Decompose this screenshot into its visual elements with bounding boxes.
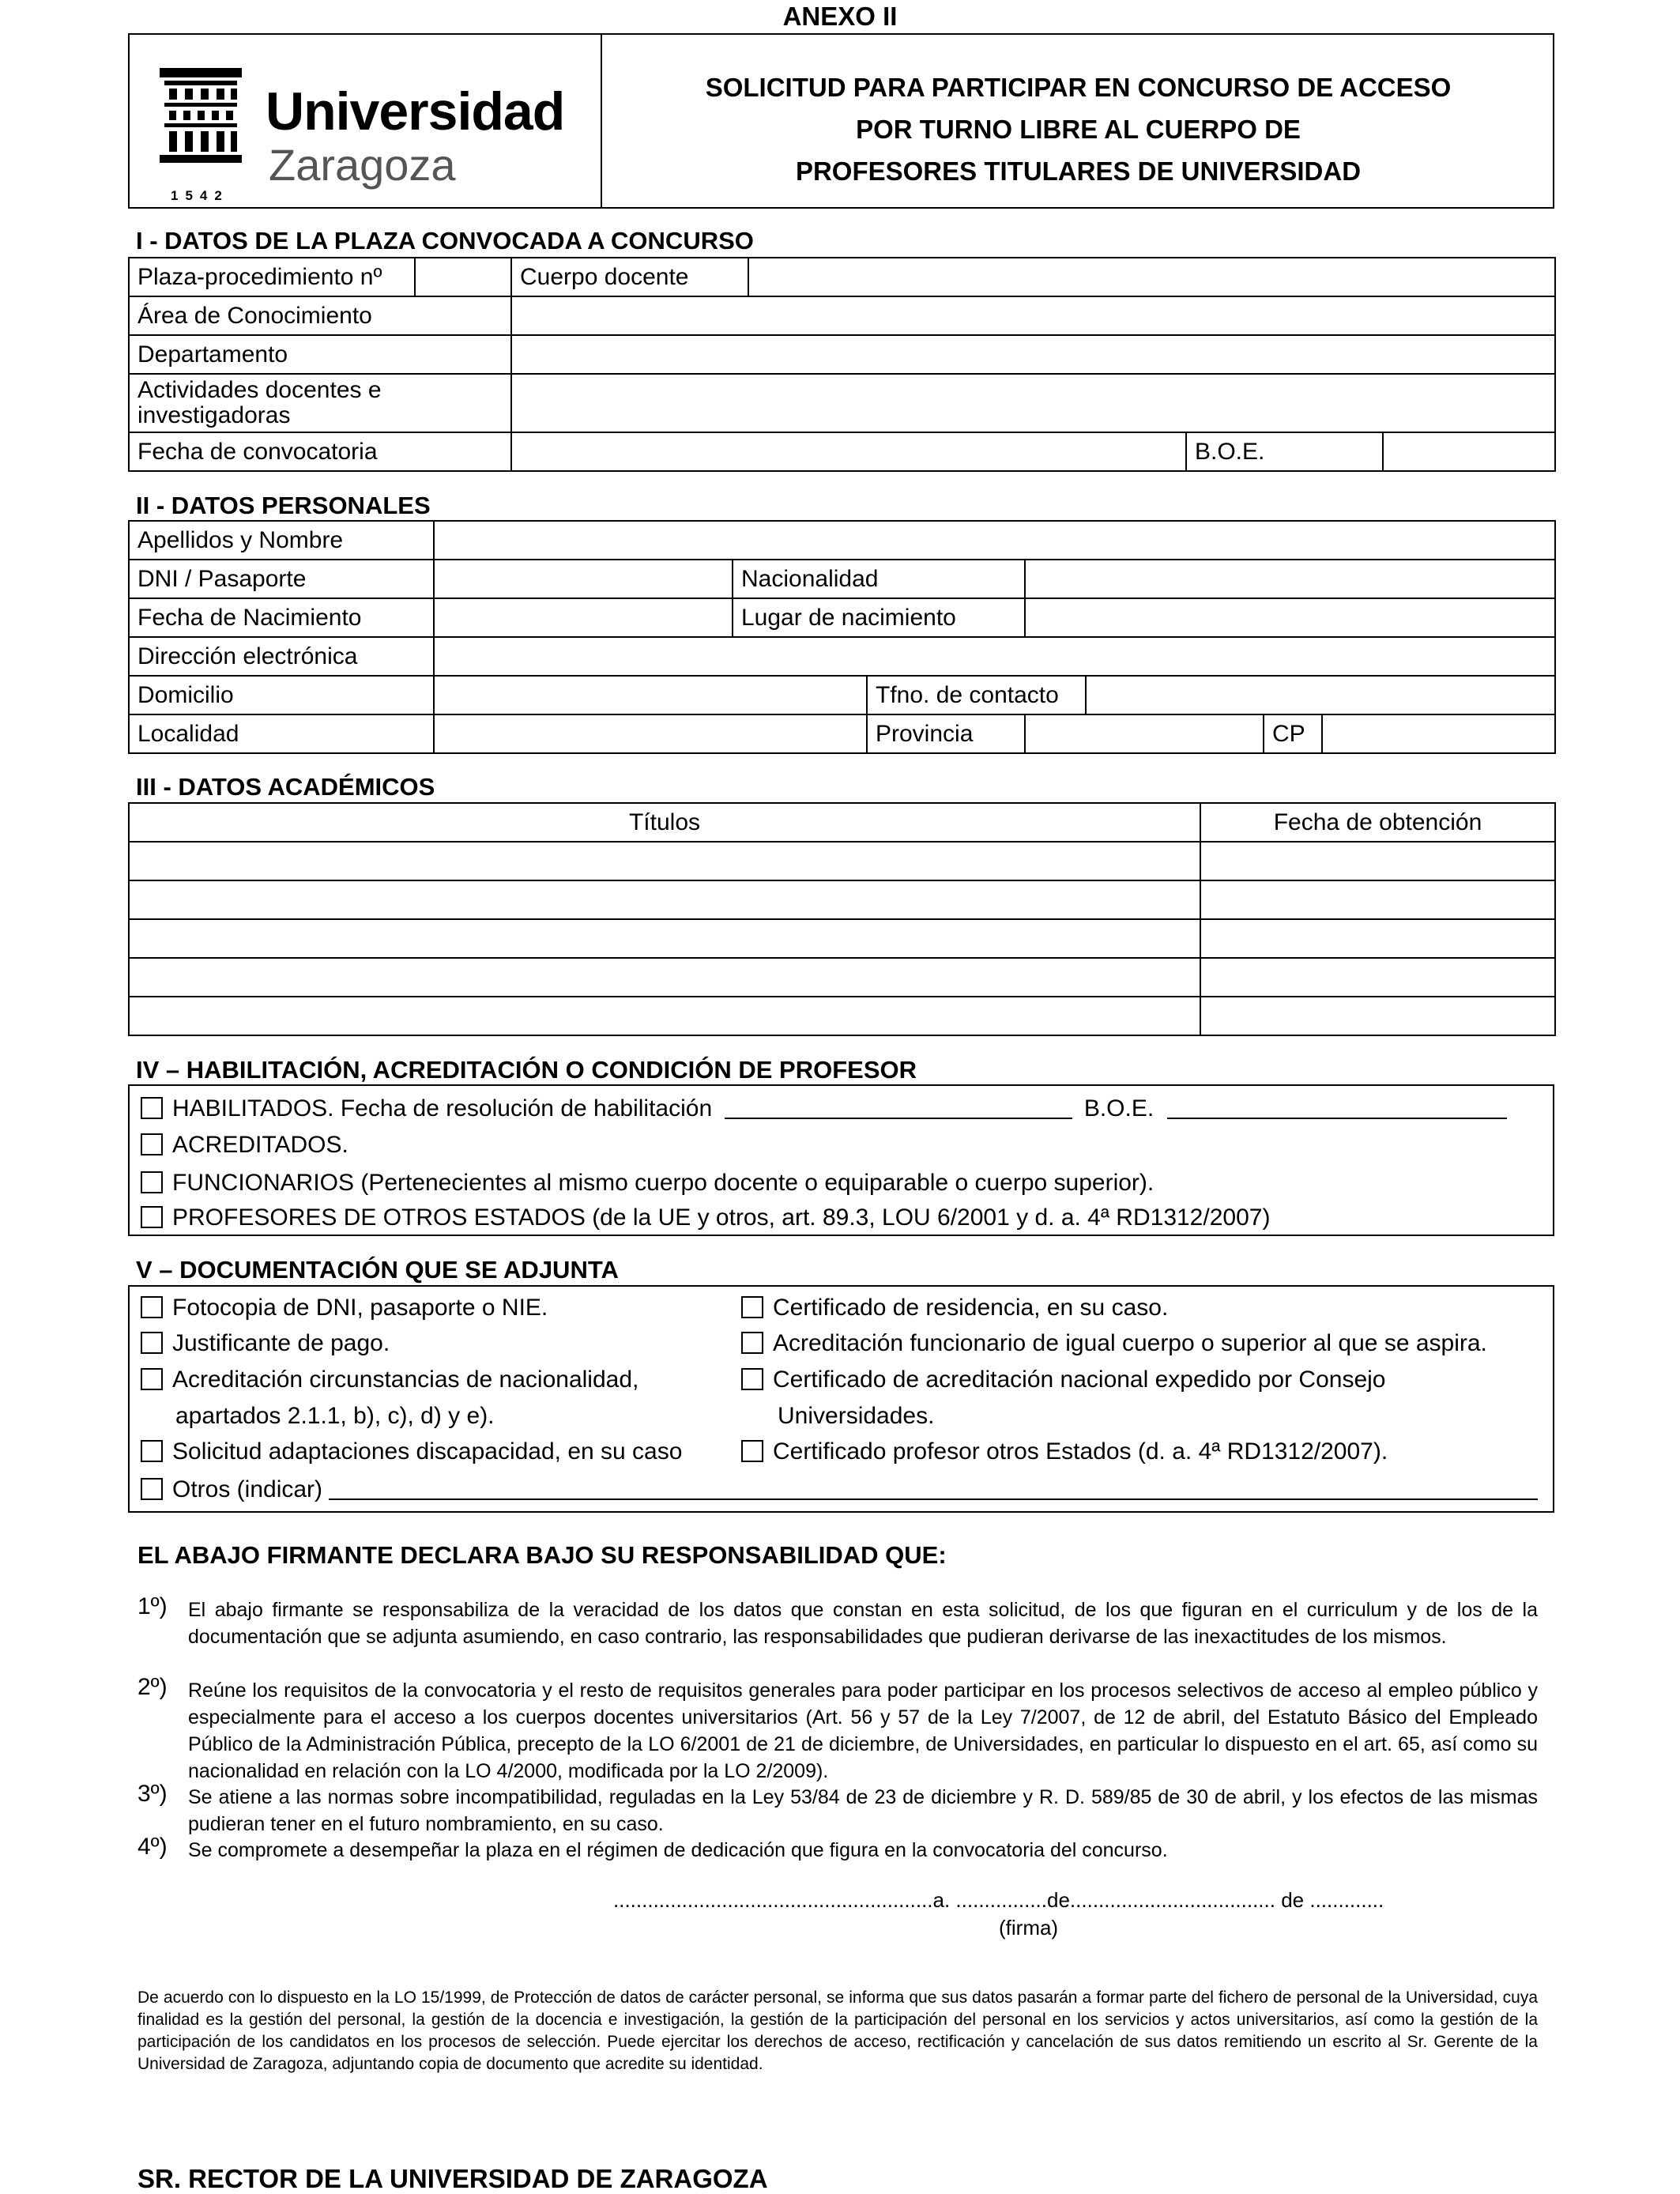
area-input[interactable] bbox=[511, 296, 1555, 335]
cuerpo-input[interactable] bbox=[748, 258, 1555, 296]
fecha-obtencion-input[interactable] bbox=[1200, 958, 1555, 997]
signature-date-line[interactable]: ........................................................a. ................de.................................... de ............. bbox=[613, 1888, 1384, 1912]
titulo-input[interactable] bbox=[129, 958, 1200, 997]
declaration-number: 4º) bbox=[137, 1834, 168, 1860]
doc-nacionalidad-checkbox[interactable] bbox=[141, 1368, 163, 1390]
acreditados-label: ACREDITADOS. bbox=[172, 1132, 348, 1158]
plaza-input[interactable] bbox=[415, 258, 511, 296]
declaration-title: EL ABAJO FIRMANTE DECLARA BAJO SU RESPONSABILIDAD QUE: bbox=[137, 1541, 947, 1569]
telefono-label: Tfno. de contacto bbox=[867, 676, 1086, 714]
logo-year: 1542 bbox=[171, 188, 229, 203]
doc-cert-nacional-checkbox[interactable] bbox=[741, 1368, 763, 1390]
dni-label: DNI / Pasaporte bbox=[129, 560, 434, 598]
section-4-title: IV – HABILITACIÓN, ACREDITACIÓN O CONDICIÓN DE PROFESOR bbox=[136, 1056, 917, 1084]
declaration-text: El abajo firmante se responsabiliza de la veracidad de los datos que constan en esta solicitud, de los que figuran en el curriculum y de los de la documentación que se adjunta asumiendo, en caso contrario, las responsabilidades que pudieran derivarse de las inexactitudes de los mismos. bbox=[188, 1599, 1538, 1648]
declaration-text: Se compromete a desempeñar la plaza en el régimen de dedicación que figura en la convocatoria del concurso. bbox=[188, 1839, 1168, 1861]
doc-adaptaciones-checkbox[interactable] bbox=[141, 1440, 163, 1462]
otros-estados-row bbox=[141, 1204, 1270, 1231]
data-protection-notice: De acuerdo con lo dispuesto en la LO 15/1999, de Protección de datos de carácter personal, se informa que sus datos pasarán a formar parte del fichero de personal de la Universidad, cuya finalidad es la gestión del personal, la gestión de la docencia e investigación, la gestión de la participación del personal en los servicios y actos universitarios, así como la gestión de la participación de los candidatos en los procesos de selección. Puede ejercitar los derechos de acceso, rectificación y cancelación de sus datos remitiendo un escrito al Sr. Gerente de la Universidad de Zaragoza, adjuntando copia de documento que acredite su identidad. bbox=[137, 1989, 1538, 2073]
habilitados-checkbox[interactable] bbox=[141, 1097, 163, 1119]
doc-cert-nacional-label-2: Universidades. bbox=[778, 1403, 935, 1429]
titulo-input[interactable] bbox=[129, 997, 1200, 1035]
annex-label: ANEXO II bbox=[782, 2, 898, 31]
doc-adaptaciones-label: Solicitud adaptaciones discapacidad, en su caso bbox=[172, 1438, 683, 1465]
doc-funcionario-row bbox=[741, 1330, 1487, 1357]
doc-otros-label: Otros (indicar) bbox=[172, 1476, 323, 1502]
habilitados-boe-field[interactable] bbox=[1167, 1095, 1507, 1119]
university-logo bbox=[153, 58, 580, 201]
section-3-title: III - DATOS ACADÉMICOS bbox=[136, 773, 435, 801]
declaration-number: 2º) bbox=[137, 1674, 168, 1700]
localidad-input[interactable] bbox=[434, 714, 867, 753]
doc-nacionalidad-label: Acreditación circunstancias de nacionalidad, bbox=[172, 1367, 639, 1393]
otros-estados-label: PROFESORES DE OTROS ESTADOS (de la UE y otros, art. 89.3, LOU 6/2001 y d. a. 4ª RD1312/2007) bbox=[172, 1204, 1271, 1231]
titulos-header: Títulos bbox=[129, 803, 1200, 842]
signature-label: (firma) bbox=[999, 1916, 1059, 1940]
doc-nacionalidad-label-2: apartados 2.1.1, b), c), d) y e). bbox=[175, 1403, 495, 1429]
lugar-nacimiento-input[interactable] bbox=[1025, 598, 1555, 637]
doc-justificante-row bbox=[141, 1330, 390, 1357]
doc-cert-nacional-label: Certificado de acreditación nacional expedido por Consejo bbox=[773, 1367, 1386, 1393]
fecha-nacimiento-label: Fecha de Nacimiento bbox=[129, 598, 434, 637]
tower-emblem-icon bbox=[153, 65, 248, 183]
form-title bbox=[602, 66, 1554, 192]
otros-estados-checkbox[interactable] bbox=[141, 1206, 163, 1228]
email-input[interactable] bbox=[434, 637, 1555, 676]
declaration-text: Se atiene a las normas sobre incompatibilidad, reguladas en la Ley 53/84 de 23 de diciembre y R. D. 589/85 de 30 de abril, y los efectos de las mismas pudieran tener en el futuro nombramiento, en su caso. bbox=[188, 1786, 1538, 1835]
habilitados-boe-label: B.O.E. bbox=[1083, 1095, 1155, 1122]
section-1-table bbox=[128, 257, 1556, 472]
doc-cert-otros-checkbox[interactable] bbox=[741, 1440, 763, 1462]
fecha-convocatoria-input[interactable] bbox=[511, 432, 1186, 471]
doc-residencia-row bbox=[741, 1295, 1168, 1321]
cp-input[interactable] bbox=[1322, 714, 1555, 753]
boe-label: B.O.E. bbox=[1186, 432, 1383, 471]
header-box bbox=[128, 33, 1554, 209]
departamento-input[interactable] bbox=[511, 335, 1555, 374]
fecha-obtencion-header: Fecha de obtención bbox=[1200, 803, 1555, 842]
doc-funcionario-label: Acreditación funcionario de igual cuerpo o superior al que se aspira. bbox=[773, 1330, 1487, 1356]
dni-input[interactable] bbox=[434, 560, 733, 598]
section-3-table bbox=[128, 802, 1556, 1036]
apellidos-label: Apellidos y Nombre bbox=[129, 521, 434, 560]
actividades-input[interactable] bbox=[511, 374, 1555, 432]
fecha-obtencion-input[interactable] bbox=[1200, 842, 1555, 880]
fecha-nacimiento-input[interactable] bbox=[434, 598, 733, 637]
doc-adaptaciones-row bbox=[141, 1438, 682, 1465]
declaration-item-3 bbox=[137, 1781, 1538, 1838]
titulo-input[interactable] bbox=[129, 919, 1200, 958]
titulo-input[interactable] bbox=[129, 880, 1200, 919]
declaration-number: 1º) bbox=[137, 1593, 168, 1619]
doc-fotocopia-checkbox[interactable] bbox=[141, 1296, 163, 1318]
boe-input[interactable] bbox=[1383, 432, 1555, 471]
doc-otros-field[interactable] bbox=[329, 1476, 1538, 1500]
cuerpo-label: Cuerpo docente bbox=[511, 258, 748, 296]
declaration-item-2 bbox=[137, 1674, 1538, 1785]
section-2-table bbox=[128, 520, 1556, 754]
section-5-title: V – DOCUMENTACIÓN QUE SE ADJUNTA bbox=[136, 1256, 619, 1284]
doc-residencia-checkbox[interactable] bbox=[741, 1296, 763, 1318]
nacionalidad-label: Nacionalidad bbox=[733, 560, 1025, 598]
provincia-label: Provincia bbox=[867, 714, 1025, 753]
funcionarios-row bbox=[141, 1170, 1154, 1197]
doc-fotocopia-label: Fotocopia de DNI, pasaporte o NIE. bbox=[172, 1295, 548, 1321]
actividades-label: Actividades docentes e investigadoras bbox=[129, 374, 511, 432]
titulo-input[interactable] bbox=[129, 842, 1200, 880]
doc-fotocopia-row bbox=[141, 1295, 548, 1321]
fecha-obtencion-input[interactable] bbox=[1200, 880, 1555, 919]
doc-funcionario-checkbox[interactable] bbox=[741, 1332, 763, 1354]
acreditados-row bbox=[141, 1132, 348, 1159]
logo-word-universidad: Universidad bbox=[266, 81, 565, 141]
section-1-title: I - DATOS DE LA PLAZA CONVOCADA A CONCURSO bbox=[136, 227, 754, 254]
doc-justificante-label: Justificante de pago. bbox=[172, 1330, 390, 1356]
declaration-item-1 bbox=[137, 1593, 1538, 1650]
fecha-obtencion-input[interactable] bbox=[1200, 919, 1555, 958]
area-label: Área de Conocimiento bbox=[129, 296, 511, 335]
logo-word-zaragoza: Zaragoza bbox=[269, 140, 456, 190]
addressee: SR. RECTOR DE LA UNIVERSIDAD DE ZARAGOZA bbox=[137, 2164, 768, 2193]
doc-residencia-label: Certificado de residencia, en su caso. bbox=[773, 1295, 1169, 1321]
domicilio-input[interactable] bbox=[434, 676, 867, 714]
apellidos-input[interactable] bbox=[434, 521, 1555, 560]
section-5-box bbox=[128, 1285, 1554, 1513]
email-label: Dirección electrónica bbox=[129, 637, 434, 676]
lugar-nacimiento-label: Lugar de nacimiento bbox=[733, 598, 1025, 637]
form-title-line-1: SOLICITUD PARA PARTICIPAR EN CONCURSO DE ACCESO bbox=[705, 73, 1452, 102]
funcionarios-checkbox[interactable] bbox=[141, 1171, 163, 1193]
provincia-input[interactable] bbox=[1025, 714, 1264, 753]
habilitados-label: HABILITADOS. Fecha de resolución de habilitación bbox=[172, 1095, 713, 1122]
doc-cert-otros-label: Certificado profesor otros Estados (d. a. 4ª RD1312/2007). bbox=[773, 1438, 1388, 1465]
declaration-item-4 bbox=[137, 1834, 1538, 1864]
doc-cert-nacional-row bbox=[741, 1367, 1386, 1393]
acreditados-checkbox[interactable] bbox=[141, 1133, 163, 1155]
form-title-line-3: PROFESORES TITULARES DE UNIVERSIDAD bbox=[795, 156, 1362, 186]
cp-label: CP bbox=[1264, 714, 1322, 753]
doc-otros-row bbox=[141, 1476, 1538, 1503]
declaration-number: 3º) bbox=[137, 1781, 168, 1807]
domicilio-label: Domicilio bbox=[129, 676, 434, 714]
habilitados-row bbox=[141, 1095, 1507, 1122]
nacionalidad-input[interactable] bbox=[1025, 560, 1555, 598]
localidad-label: Localidad bbox=[129, 714, 434, 753]
telefono-input[interactable] bbox=[1086, 676, 1555, 714]
section-2-title: II - DATOS PERSONALES bbox=[136, 492, 431, 519]
declaration-text: Reúne los requisitos de la convocatoria y el resto de requisitos generales para poder participar en los procesos selectivos de acceso al empleo público y especialmente para el acceso a los cuerpos docentes universitarios (Art. 56 y 57 de la Ley 7/2007, de 12 de abril, del Estatuto Básico del Empleado Público de la Administración Pública, precepto de la LO 6/2001 de 21 de diciembre, de Universidades, en particular lo dispuesto en el art. 65, así como su nacionalidad en relación con la LO 4/2000, modificada por la LO 2/2009). bbox=[188, 1679, 1538, 1782]
doc-otros-checkbox[interactable] bbox=[141, 1478, 163, 1500]
doc-cert-otros-row bbox=[741, 1438, 1388, 1465]
doc-nacionalidad-row bbox=[141, 1367, 638, 1393]
fecha-obtencion-input[interactable] bbox=[1200, 997, 1555, 1035]
fecha-convocatoria-label: Fecha de convocatoria bbox=[129, 432, 511, 471]
form-title-line-2: POR TURNO LIBRE AL CUERPO DE bbox=[856, 115, 1301, 144]
habilitacion-date-field[interactable] bbox=[725, 1095, 1072, 1119]
doc-justificante-checkbox[interactable] bbox=[141, 1332, 163, 1354]
plaza-label: Plaza-procedimiento nº bbox=[129, 258, 415, 296]
departamento-label: Departamento bbox=[129, 335, 511, 374]
section-4-box bbox=[128, 1084, 1554, 1236]
funcionarios-label: FUNCIONARIOS (Pertenecientes al mismo cuerpo docente o equiparable o cuerpo superior). bbox=[172, 1170, 1155, 1196]
